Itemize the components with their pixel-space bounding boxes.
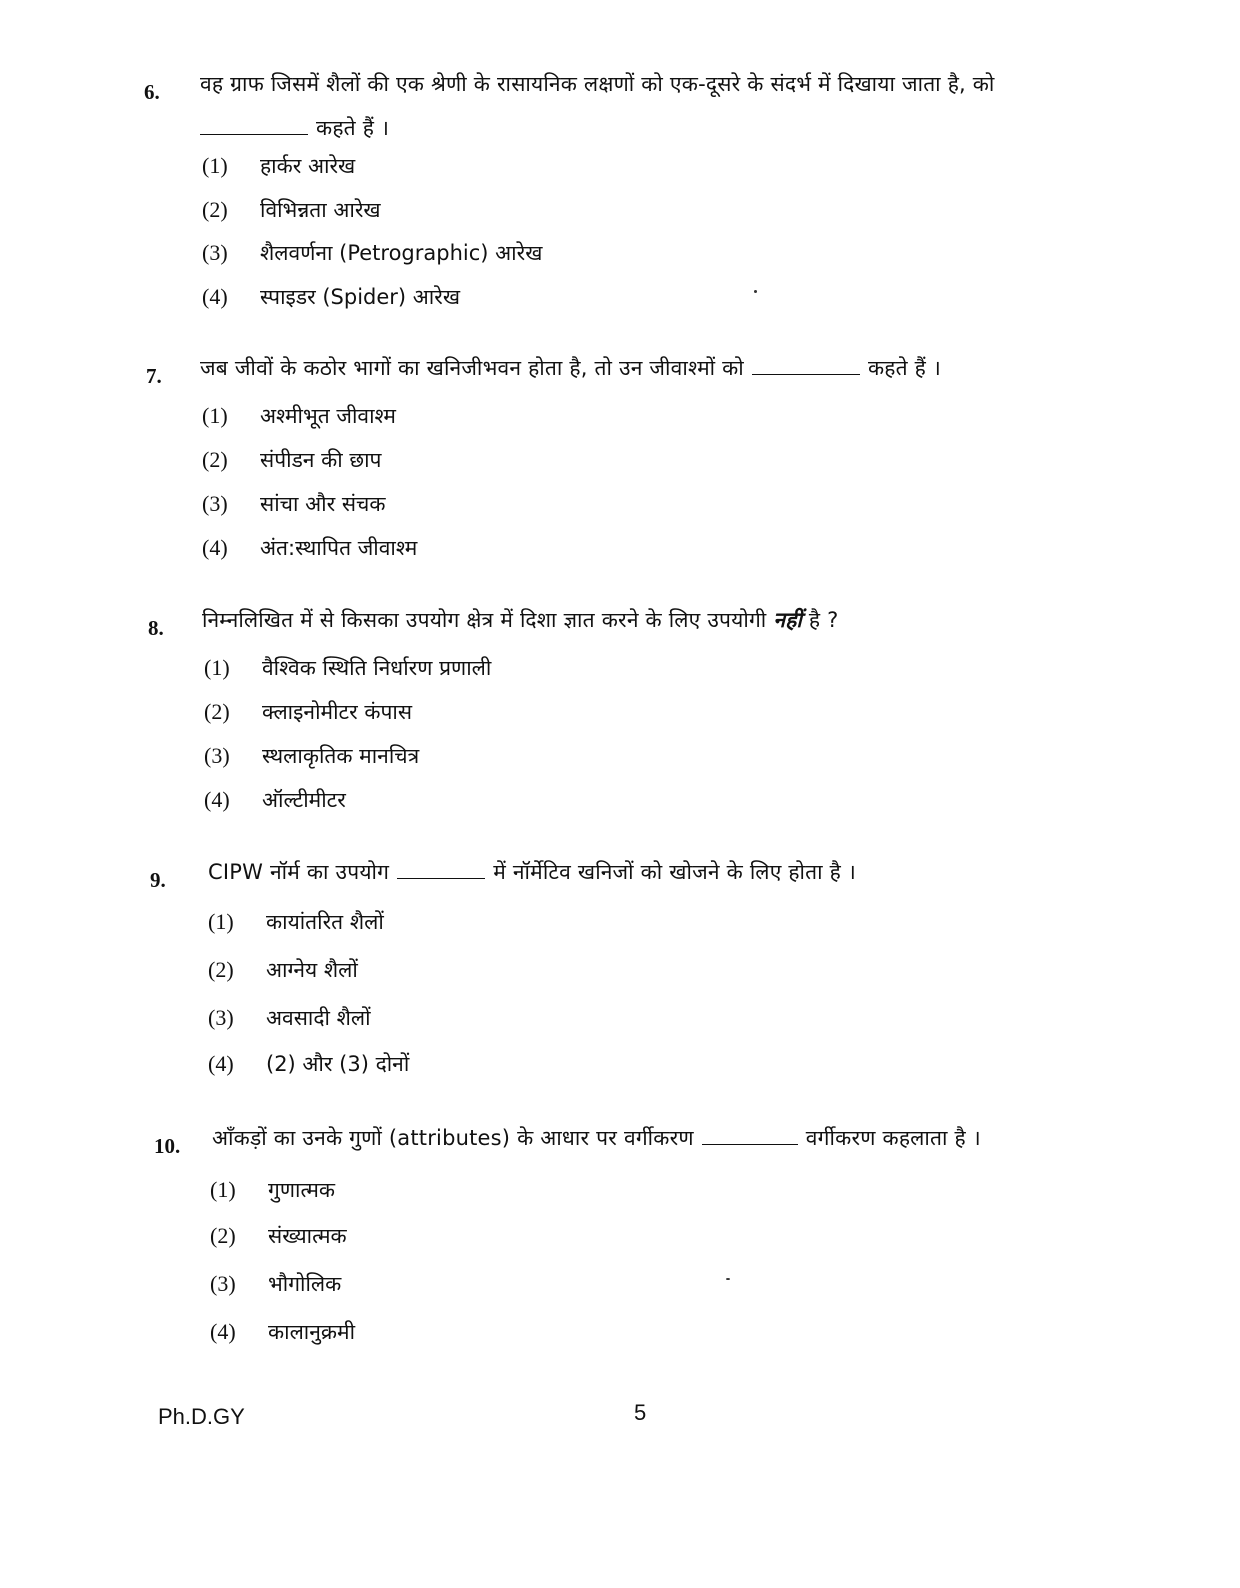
question-stem-end: है ? bbox=[808, 608, 839, 632]
question-number: 7. bbox=[146, 364, 162, 388]
question-number: 6. bbox=[144, 80, 160, 104]
option-number: (2) bbox=[210, 1223, 236, 1248]
option-text: अश्मीभूत जीवाश्म bbox=[260, 404, 396, 428]
option-3 bbox=[202, 490, 386, 518]
option-3 bbox=[204, 742, 419, 770]
option-number: (3) bbox=[202, 491, 228, 516]
question-stem: CIPW नॉर्म का उपयोग bbox=[208, 860, 390, 884]
answer-blank bbox=[397, 858, 485, 879]
question-text bbox=[200, 346, 1100, 390]
option-text: अंत:स्थापित जीवाश्म bbox=[260, 536, 418, 560]
option-text: कालानुक्रमी bbox=[268, 1320, 356, 1344]
option-number: (2) bbox=[208, 957, 234, 982]
scan-speck bbox=[754, 290, 757, 293]
option-2 bbox=[204, 698, 412, 726]
answer-blank bbox=[752, 354, 860, 375]
option-number: (3) bbox=[202, 240, 228, 265]
question-stem-end: वर्गीकरण कहलाता है । bbox=[805, 1126, 981, 1150]
option-3 bbox=[208, 1004, 371, 1032]
option-4 bbox=[204, 786, 346, 814]
option-3 bbox=[210, 1270, 341, 1298]
option-number: (1) bbox=[202, 153, 228, 178]
option-4 bbox=[202, 283, 460, 311]
option-number: (3) bbox=[210, 1271, 236, 1296]
option-number: (4) bbox=[208, 1051, 234, 1076]
question-text bbox=[200, 62, 1110, 150]
option-number: (4) bbox=[202, 535, 228, 560]
option-number: (4) bbox=[202, 284, 228, 309]
option-text: आग्नेय शैलों bbox=[266, 958, 358, 982]
option-text: गुणात्मक bbox=[268, 1178, 336, 1202]
option-text: संख्यात्मक bbox=[268, 1224, 347, 1248]
option-text: क्लाइनोमीटर कंपास bbox=[262, 700, 413, 724]
option-number: (3) bbox=[208, 1005, 234, 1030]
option-2 bbox=[210, 1222, 347, 1250]
paper-code: Ph.D.GY bbox=[158, 1404, 245, 1429]
question-number: 10. bbox=[154, 1134, 181, 1158]
option-text: ऑल्टीमीटर bbox=[262, 788, 346, 812]
question-stem-end: कहते हैं । bbox=[316, 116, 390, 140]
question-text bbox=[202, 598, 1102, 642]
page-number: 5 bbox=[634, 1400, 647, 1425]
option-number: (4) bbox=[204, 787, 230, 812]
option-text: स्पाइडर (Spider) आरेख bbox=[260, 285, 461, 309]
option-2 bbox=[208, 956, 358, 984]
question-stem: निम्नलिखित में से किसका उपयोग क्षेत्र में दिशा ज्ञात करने के लिए उपयोगी bbox=[202, 608, 767, 632]
option-4 bbox=[202, 534, 417, 562]
negation-emphasis: नहीं bbox=[773, 608, 802, 632]
option-text: शैलवर्णना (Petrographic) आरेख bbox=[260, 241, 543, 265]
option-number: (2) bbox=[204, 699, 230, 724]
option-number: (2) bbox=[202, 447, 228, 472]
option-text: स्थलाकृतिक मानचित्र bbox=[262, 744, 420, 768]
option-text: कायांतरित शैलों bbox=[266, 910, 384, 934]
option-2 bbox=[202, 196, 381, 224]
answer-blank bbox=[702, 1124, 798, 1145]
question-stem: वह ग्राफ जिसमें शैलों की एक श्रेणी के रासायनिक लक्षणों को एक-दूसरे के संदर्भ में दिखाया जाता है, को bbox=[200, 72, 995, 96]
option-text: हार्कर आरेख bbox=[260, 154, 356, 178]
option-text: वैश्विक स्थिति निर्धारण प्रणाली bbox=[262, 656, 492, 680]
option-text: विभिन्नता आरेख bbox=[260, 198, 381, 222]
option-number: (4) bbox=[210, 1319, 236, 1344]
option-1 bbox=[208, 908, 384, 936]
option-text: (2) और (3) दोनों bbox=[266, 1052, 410, 1076]
option-1 bbox=[204, 654, 491, 682]
question-number: 8. bbox=[148, 616, 164, 640]
question-stem-end: में नॉर्मेटिव खनिजों को खोजने के लिए होता है । bbox=[493, 860, 857, 884]
option-number: (2) bbox=[202, 197, 228, 222]
option-4 bbox=[208, 1050, 409, 1078]
option-text: संपीडन की छाप bbox=[260, 448, 382, 472]
scan-speck bbox=[726, 1278, 730, 1280]
option-1 bbox=[202, 152, 355, 180]
question-number: 9. bbox=[150, 868, 166, 892]
question-stem-end: कहते हैं । bbox=[867, 356, 942, 380]
option-3 bbox=[202, 239, 542, 267]
question-text bbox=[212, 1116, 1112, 1160]
option-2 bbox=[202, 446, 381, 474]
option-1 bbox=[210, 1176, 335, 1204]
question-text bbox=[208, 850, 1108, 894]
option-4 bbox=[210, 1318, 355, 1346]
option-number: (1) bbox=[208, 909, 234, 934]
question-stem: आँकड़ों का उनके गुणों (attributes) के आधार पर वर्गीकरण bbox=[212, 1126, 694, 1150]
option-text: अवसादी शैलों bbox=[266, 1006, 371, 1030]
question-stem: जब जीवों के कठोर भागों का खनिजीभवन होता है, तो उन जीवाश्मों को bbox=[200, 356, 744, 380]
option-number: (3) bbox=[204, 743, 230, 768]
answer-blank bbox=[200, 114, 308, 135]
option-text: सांचा और संचक bbox=[260, 492, 386, 516]
option-1 bbox=[202, 402, 396, 430]
option-text: भौगोलिक bbox=[268, 1272, 342, 1296]
option-number: (1) bbox=[204, 655, 230, 680]
option-number: (1) bbox=[210, 1177, 236, 1202]
option-number: (1) bbox=[202, 403, 228, 428]
